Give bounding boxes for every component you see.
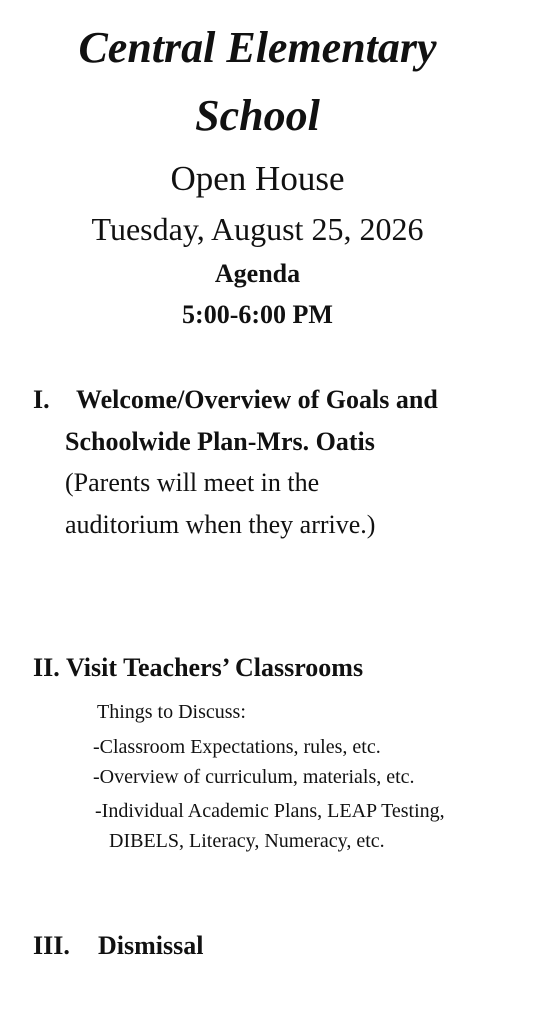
- event-title: Open House: [170, 159, 345, 198]
- discuss-item: -Overview of curriculum, materials, etc.: [93, 766, 415, 788]
- section-1-number: I.: [33, 385, 50, 414]
- event-time: 5:00-6:00 PM: [182, 300, 333, 329]
- section-1-title-line-2: Schoolwide Plan-Mrs. Oatis: [65, 427, 375, 456]
- section-1-note-line-1: (Parents will meet in the: [65, 468, 320, 497]
- section-3-title: Dismissal: [98, 931, 204, 960]
- discuss-heading: Things to Discuss:: [97, 701, 246, 723]
- discuss-item: -Individual Academic Plans, LEAP Testing,: [95, 800, 445, 822]
- section-2-number: II.: [33, 653, 60, 682]
- discuss-item: -Classroom Expectations, rules, etc.: [93, 736, 381, 758]
- discuss-item: DIBELS, Literacy, Numeracy, etc.: [109, 830, 385, 852]
- school-name-line-2: School: [195, 91, 320, 140]
- school-name-line-1: Central Elementary: [78, 23, 437, 72]
- section-2-title: Visit Teachers’ Classrooms: [66, 653, 364, 682]
- section-1-title-line-1: Welcome/Overview of Goals and: [76, 385, 438, 414]
- section-3-number: III.: [33, 931, 70, 960]
- event-date: Tuesday, August 25, 2026: [91, 211, 424, 247]
- agenda-heading: Agenda: [214, 259, 301, 288]
- section-1-note-line-2: auditorium when they arrive.): [65, 510, 376, 539]
